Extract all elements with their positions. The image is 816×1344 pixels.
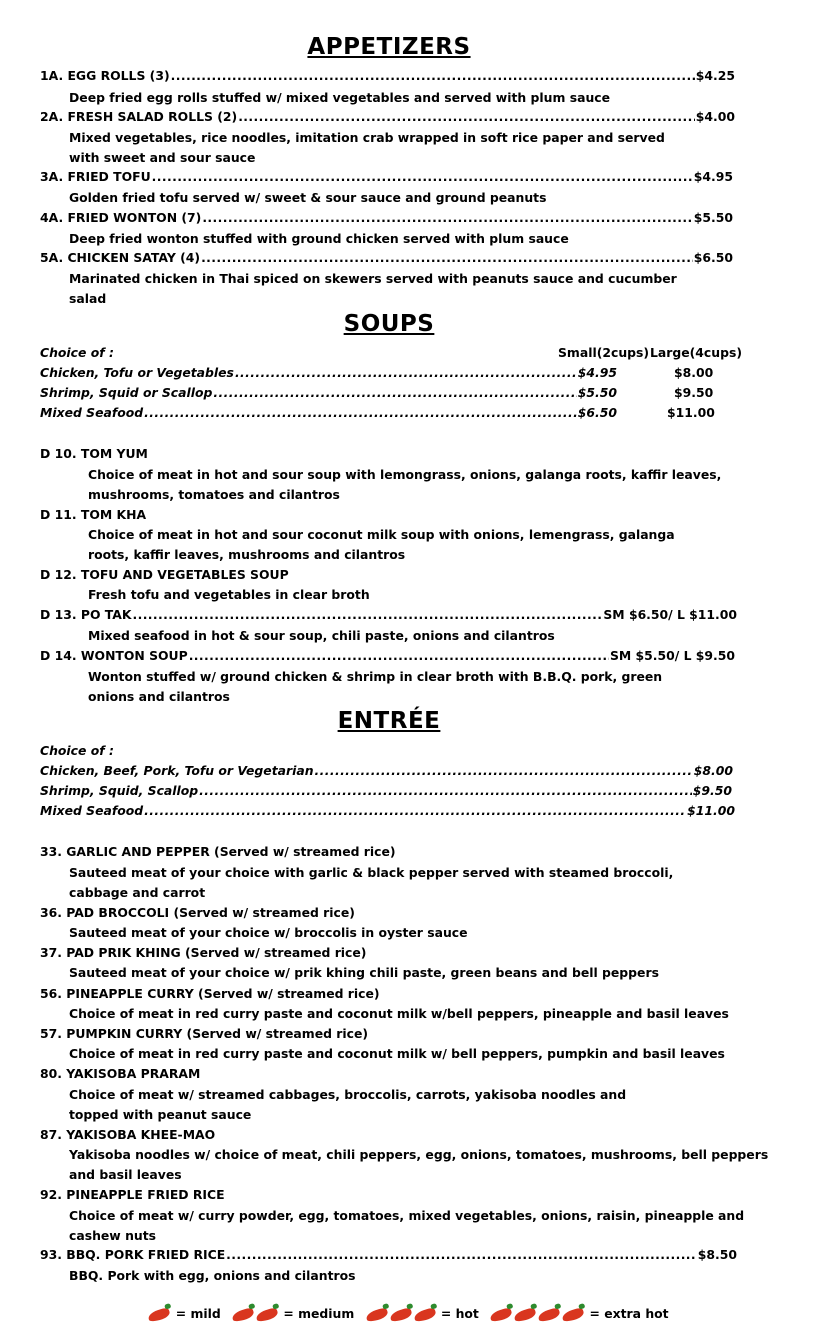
hot-legend	[365, 1302, 479, 1326]
price-category: Chicken, Tofu or Vegetables	[40, 365, 234, 380]
price-category: Shrimp, Squid, Scallop	[40, 783, 199, 798]
item-description: BBQ. Pork with egg, onions and cilantros	[69, 1268, 356, 1283]
leader-dots	[202, 208, 692, 228]
menu-item-5a	[40, 248, 733, 268]
chili-pepper-icon	[365, 1306, 389, 1322]
item-price: $9.50	[692, 783, 732, 798]
leader-dots	[144, 801, 686, 821]
leader-dots	[132, 605, 602, 625]
item-description: Deep fried wonton stuffed with ground chicken served with plum sauce	[69, 231, 569, 246]
item-price: $5.50	[693, 210, 733, 225]
entree-choice-label: Choice of :	[40, 743, 114, 758]
menu-item-2a	[40, 107, 735, 127]
leader-dots	[226, 1245, 697, 1265]
item-price: SM $6.50/ L $11.00	[603, 607, 737, 622]
item-description: Golden fried tofu served w/ sweet & sour sauce and ground peanuts	[69, 190, 547, 205]
chili-pepper-icon	[561, 1306, 585, 1322]
extra-hot-label: = extra hot	[589, 1306, 669, 1321]
item-description: Yakisoba noodles w/ choice of meat, chili peppers, egg, onions, tomatoes, mushrooms, bell peppers	[69, 1147, 769, 1162]
item-name: 5A. CHICKEN SATAY (4)	[40, 250, 201, 265]
menu-item-57: 57. PUMPKIN CURRY (Served w/ streamed rice)	[40, 1026, 369, 1041]
item-price: SM $5.50/ L $9.50	[609, 648, 735, 663]
item-description: cashew nuts	[69, 1228, 157, 1243]
medium-legend	[231, 1302, 354, 1326]
soup-price-row	[40, 363, 617, 383]
soups-choice-label: Choice of :	[40, 345, 114, 360]
item-description: Deep fried egg rolls stuffed w/ mixed vegetables and served with plum sauce	[69, 90, 611, 105]
item-description: Sauteed meat of your choice w/ prik khing chili paste, green beans and bell peppers	[69, 965, 659, 980]
soups-heading: SOUPS	[343, 311, 435, 337]
large-price: $9.50	[674, 385, 714, 400]
item-description: Wonton stuffed w/ ground chicken & shrimp in clear broth with B.B.Q. pork, green	[88, 669, 663, 684]
item-description: Choice of meat w/ streamed cabbages, broccolis, carrots, yakisoba noodles and	[69, 1087, 627, 1102]
item-description: Choice of meat in hot and sour coconut milk soup with onions, lemengrass, galanga	[88, 527, 675, 542]
menu-item-d13	[40, 605, 737, 625]
mild-label: = mild	[175, 1306, 221, 1321]
item-description: salad	[69, 291, 107, 306]
item-name: 4A. FRIED WONTON (7)	[40, 210, 202, 225]
item-name: 3A. FRIED TOFU	[40, 169, 151, 184]
leader-dots	[315, 761, 693, 781]
large-size-label: Large(4cups)	[650, 345, 742, 360]
item-description: Mixed seafood in hot & sour soup, chili paste, onions and cilantros	[88, 628, 555, 643]
menu-item-3a	[40, 167, 733, 187]
small-price: $4.95	[577, 365, 617, 380]
spice-legend	[0, 1302, 816, 1326]
leader-dots	[144, 403, 577, 423]
leader-dots	[171, 66, 695, 86]
menu-item-1a	[40, 66, 735, 86]
chili-pepper-icon	[231, 1306, 255, 1322]
item-description: Choice of meat in red curry paste and coconut milk w/ bell peppers, pumpkin and basil leaves	[69, 1046, 725, 1061]
item-description: mushrooms, tomatoes and cilantros	[88, 487, 340, 502]
chili-pepper-icon	[389, 1306, 413, 1322]
soup-price-row	[40, 403, 617, 423]
menu-item-d14	[40, 646, 735, 666]
menu-item-37: 37. PAD PRIK KHING (Served w/ streamed rice)	[40, 945, 367, 960]
price-category: Mixed Seafood	[40, 803, 144, 818]
item-price: $4.95	[693, 169, 733, 184]
item-description: onions and cilantros	[88, 689, 230, 704]
item-name: D 14. WONTON SOUP	[40, 648, 188, 663]
entree-price-row	[40, 761, 733, 781]
chili-pepper-icon	[513, 1306, 537, 1322]
item-description: and basil leaves	[69, 1167, 182, 1182]
mild-legend	[147, 1302, 220, 1326]
menu-item-56: 56. PINEAPPLE CURRY (Served w/ streamed rice)	[40, 986, 380, 1001]
item-description: Sauteed meat of your choice with garlic & black pepper served with steamed broccoli,	[69, 865, 674, 880]
menu-item-87: 87. YAKISOBA KHEE-MAO	[40, 1127, 216, 1142]
item-description: Choice of meat in hot and sour soup with lemongrass, onions, galanga roots, kaffir leaves,	[88, 467, 722, 482]
menu-item-33: 33. GARLIC AND PEPPER (Served w/ streamed rice)	[40, 844, 396, 859]
item-description: with sweet and sour sauce	[69, 150, 256, 165]
item-price: $11.00	[687, 803, 735, 818]
leader-dots	[199, 781, 692, 801]
chili-pepper-icon	[255, 1306, 279, 1322]
chili-pepper-icon	[489, 1306, 513, 1322]
menu-item-36: 36. PAD BROCCOLI (Served w/ streamed rice)	[40, 905, 355, 920]
price-category: Mixed Seafood	[40, 405, 144, 420]
item-price: $4.25	[695, 68, 735, 83]
item-name: 2A. FRESH SALAD ROLLS (2)	[40, 109, 238, 124]
soup-price-row	[40, 383, 617, 403]
item-description: Marinated chicken in Thai spiced on skewers served with peanuts sauce and cucumber	[69, 271, 677, 286]
item-description: Mixed vegetables, rice noodles, imitation crab wrapped in soft rice paper and served	[69, 130, 665, 145]
price-category: Chicken, Beef, Pork, Tofu or Vegetarian	[40, 763, 314, 778]
entree-price-row	[40, 781, 732, 801]
large-price: $11.00	[667, 405, 715, 420]
leader-dots	[235, 363, 577, 383]
item-price: $4.00	[695, 109, 735, 124]
item-description: Sauteed meat of your choice w/ broccolis in oyster sauce	[69, 925, 468, 940]
hot-label: = hot	[440, 1306, 479, 1321]
leader-dots	[189, 646, 609, 666]
leader-dots	[213, 383, 576, 403]
item-description: Choice of meat w/ curry powder, egg, tomatoes, mixed vegetables, onions, raisin, pineapple and	[69, 1208, 745, 1223]
leader-dots	[238, 107, 695, 127]
item-name: D 13. PO TAK	[40, 607, 132, 622]
entree-price-row	[40, 801, 735, 821]
item-description: Fresh tofu and vegetables in clear broth	[88, 587, 370, 602]
chili-pepper-icon	[537, 1306, 561, 1322]
menu-item-92: 92. PINEAPPLE FRIED RICE	[40, 1187, 225, 1202]
item-price: $8.50	[697, 1247, 737, 1262]
item-price: $8.00	[693, 763, 733, 778]
menu-item-93	[40, 1245, 737, 1265]
large-price: $8.00	[674, 365, 714, 380]
chili-pepper-icon	[147, 1306, 171, 1322]
menu-item-d10: D 10. TOM YUM	[40, 446, 148, 461]
menu-item-80: 80. YAKISOBA PRARAM	[40, 1066, 201, 1081]
item-name: 93. BBQ. PORK FRIED RICE	[40, 1247, 226, 1262]
entree-heading: ENTRÉE	[337, 708, 441, 734]
small-price: $6.50	[577, 405, 617, 420]
item-description: roots, kaffir leaves, mushrooms and cilantros	[88, 547, 406, 562]
item-name: 1A. EGG ROLLS (3)	[40, 68, 170, 83]
small-price: $5.50	[577, 385, 617, 400]
menu-item-d12: D 12. TOFU AND VEGETABLES SOUP	[40, 567, 289, 582]
menu-item-d11: D 11. TOM KHA	[40, 507, 147, 522]
medium-label: = medium	[283, 1306, 355, 1321]
item-description: topped with peanut sauce	[69, 1107, 252, 1122]
appetizers-heading: APPETIZERS	[307, 34, 471, 60]
item-description: cabbage and carrot	[69, 885, 206, 900]
leader-dots	[201, 248, 693, 268]
extra-hot-legend	[489, 1302, 668, 1326]
menu-item-4a	[40, 208, 733, 228]
leader-dots	[152, 167, 693, 187]
chili-pepper-icon	[413, 1306, 437, 1322]
item-price: $6.50	[693, 250, 733, 265]
price-category: Shrimp, Squid or Scallop	[40, 385, 213, 400]
small-size-label: Small(2cups)	[558, 345, 650, 360]
item-description: Choice of meat in red curry paste and coconut milk w/bell peppers, pineapple and basil leaves	[69, 1006, 729, 1021]
